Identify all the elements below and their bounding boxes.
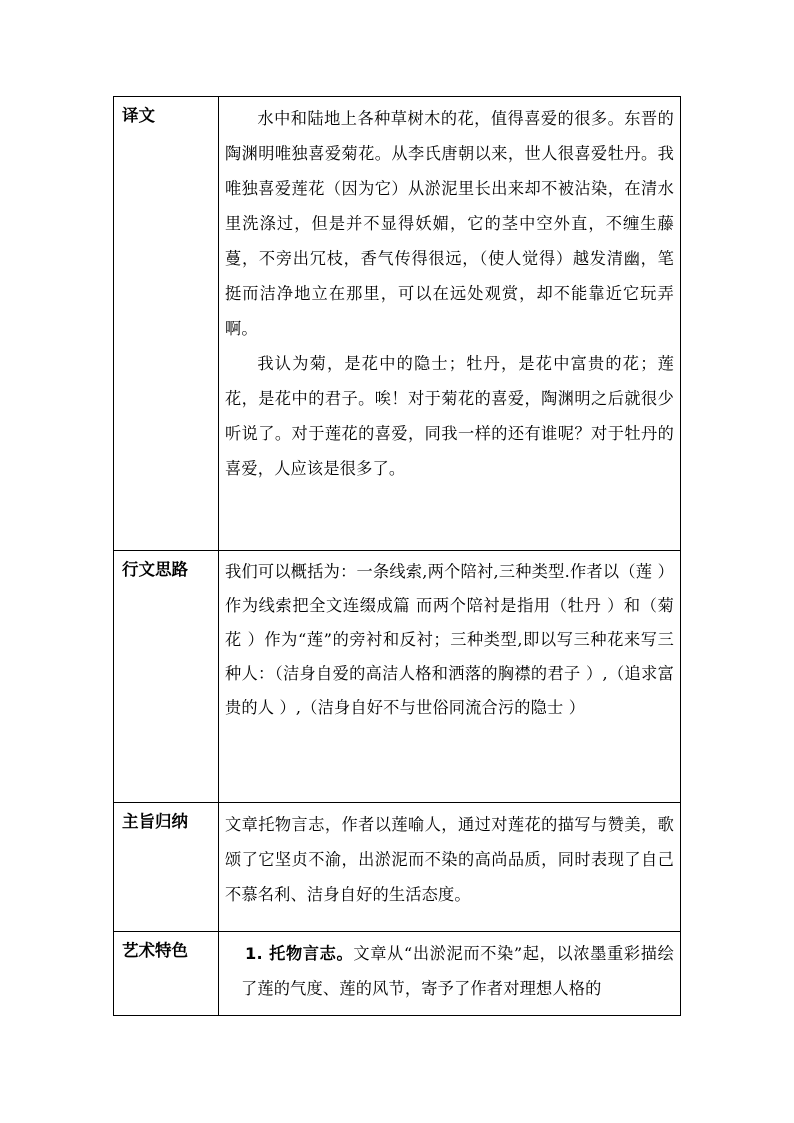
table-row-writing-structure [114,551,681,803]
row-content-theme-summary [219,803,681,932]
feature-point-1-title: 1. 托物言志。 [245,944,354,963]
table-row-artistic-features [114,932,681,1016]
row-content-writing-structure [219,551,681,803]
row-content-artistic-features [219,932,681,1016]
content-table [113,96,681,1016]
translation-paragraph-1: 水中和陆地上各种草树木的花，值得喜爱的很多。东晋的陶渊明唯独喜爱菊花。从李氏唐朝以来，世人很喜爱牡丹。我唯独喜爱莲花（因为它）从淤泥里长出来却不被沾染，在清水里洗涤过，但是并不显得妖媚，它的茎中空外直，不缠生藤蔓，不旁出冗枝，香气传得很远，（使人觉得）越发清幽，笔挺而洁净地立在那里，可以在远处观赏，却不能靠近它玩弄啊。 [225,109,674,338]
row-label-theme-summary: 主旨归纳 [114,803,219,932]
translation-paragraph-2: 我认为菊，是花中的隐士；牡丹，是花中富贵的花；莲花，是花中的君子。唉！对于菊花的喜爱，陶渊明之后就很少听说了。对于莲花的喜爱，同我一样的还有谁呢？对于牡丹的喜爱，人应该是很多了。 [225,354,674,478]
row-label-writing-structure: 行文思路 [114,551,219,803]
structure-paragraph: 我们可以概括为：一条线索,两个陪衬,三种类型.作者以（莲 ）作为线索把全文连缀成篇 而两个陪衬是指用（牡丹 ）和（菊花 ）作为“莲”的旁衬和反衬；三种类型,即以写三种花来写三种人：（洁身自爱的高洁人格和洒落的胸襟的君子 ）,（追求富贵的人 ）,（洁身自好不与世俗同流合污的隐士 ） [225,562,674,717]
row-content-translation [219,97,681,551]
feature-point-1-text: 文章从“出淤泥而不染”起，以浓墨重彩描绘了莲的气度、莲的风节，寄予了作者对理想人格的 [241,944,674,998]
table-row-translation [114,97,681,551]
theme-paragraph: 文章托物言志，作者以莲喻人，通过对莲花的描写与赞美，歌颂了它坚贞不渝，出淤泥而不染的高尚品质，同时表现了自己不慕名利、洁身自好的生活态度。 [225,815,674,904]
row-label-artistic-features: 艺术特色 [114,932,219,1016]
row-label-translation: 译文 [114,97,219,551]
feature-point-1 [225,936,674,1006]
table-row-theme-summary [114,803,681,932]
